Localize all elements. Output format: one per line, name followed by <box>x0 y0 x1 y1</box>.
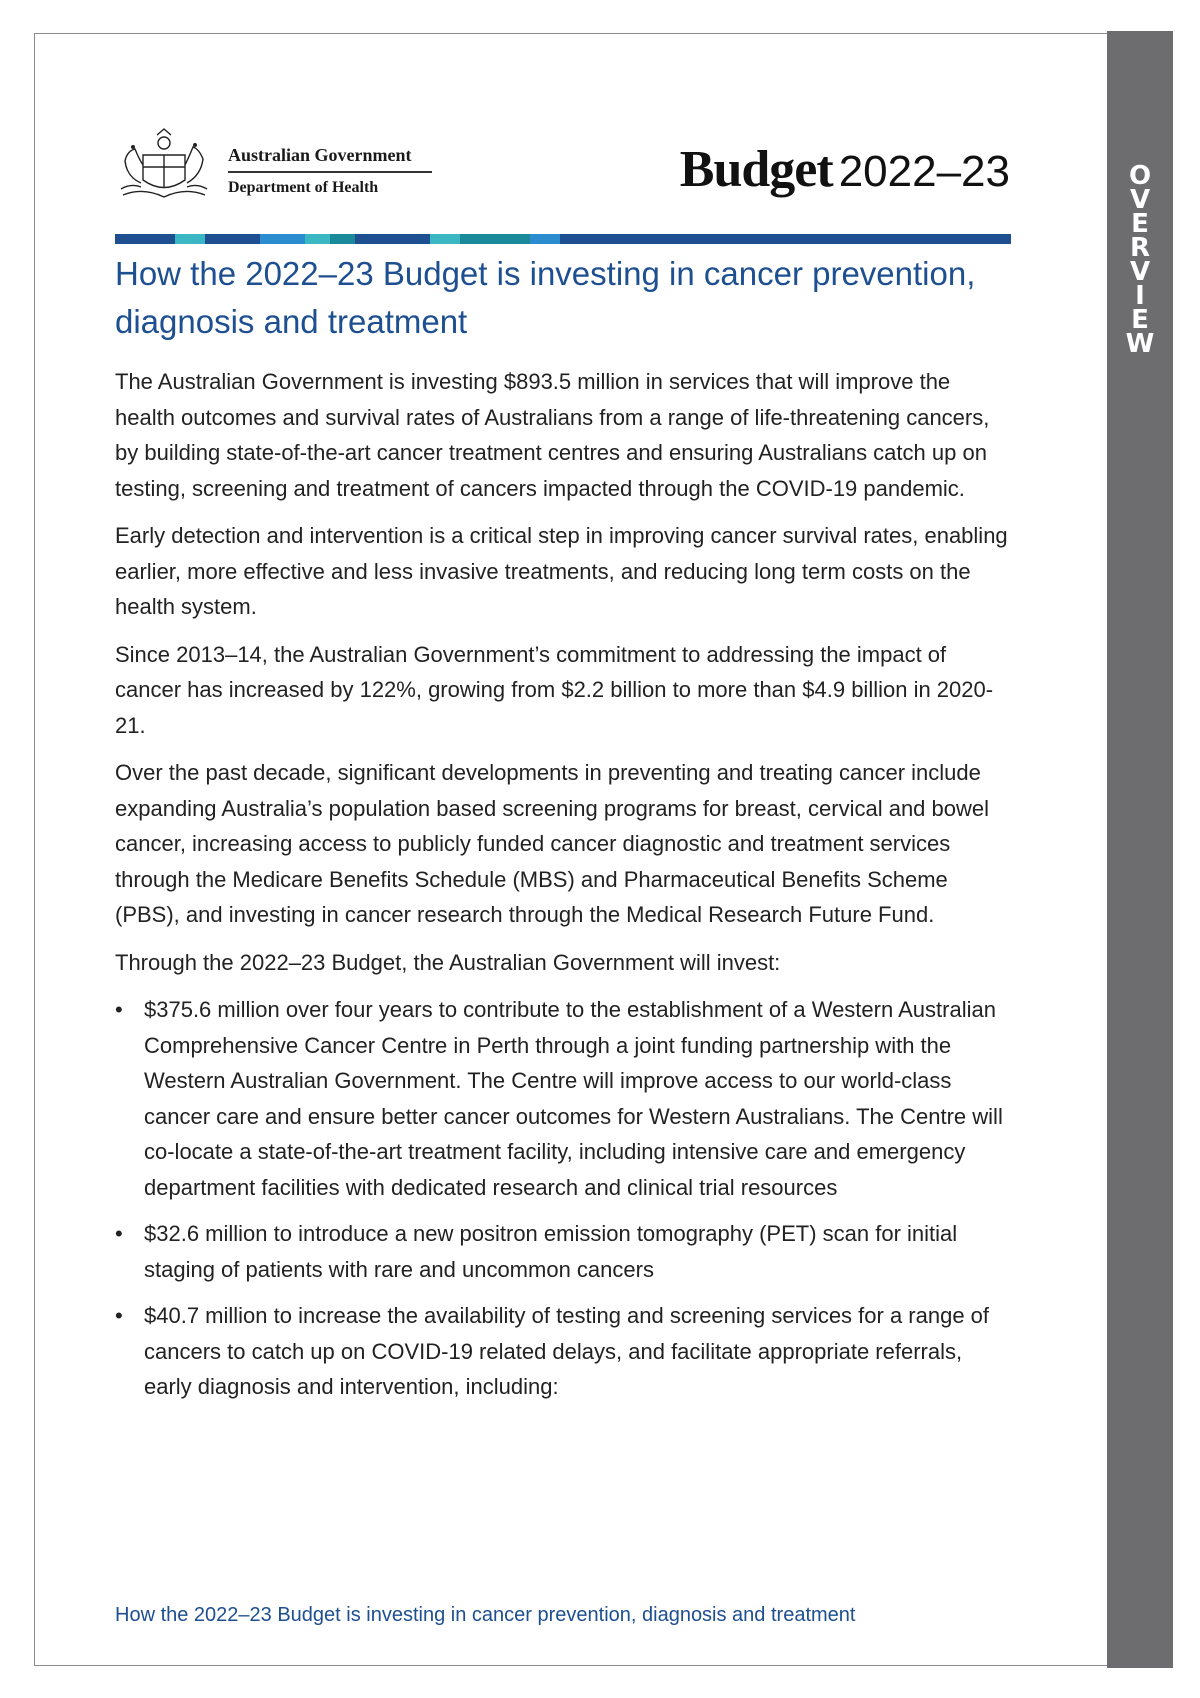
paragraph: Since 2013–14, the Australian Government’s commitment to addressing the impact of cancer has increased by 122%, growing from $2.2 billion to more than $4.9 billion in 2020-21. <box>115 641 994 738</box>
color-bar-segment <box>175 234 205 244</box>
color-bar-segment <box>330 234 355 244</box>
color-bar-segment <box>115 234 175 244</box>
bullet-icon: • <box>115 1221 123 1246</box>
logo-divider <box>228 171 432 173</box>
budget-word: Budget <box>679 141 833 198</box>
color-bar-segment <box>205 234 260 244</box>
budget-heading <box>680 140 1010 199</box>
paragraph: The Australian Government is investing $893.5 million in services that will improve the health outcomes and survival rates of Australians from a range of life-threatening cancers, by building state-of-the-art cancer treatment centres and ensuring Australians catch up on testing, screening and treatment of cancers impacted through the COVID-19 pandemic. <box>115 369 990 501</box>
list-item <box>115 1216 1015 1287</box>
list-item-text: $40.7 million to increase the availability of testing and screening services for a range of cancers to catch up on COVID-19 related delays, and facilitate appropriate referrals, early diagnosis and intervention, including: <box>144 1303 990 1399</box>
coat-of-arms-icon <box>113 125 215 205</box>
decorative-color-bar <box>115 234 1011 244</box>
list-item-text: $32.6 million to introduce a new positron emission tomography (PET) scan for initial staging of patients with rare and uncommon cancers <box>144 1221 958 1282</box>
list-item <box>115 1298 1015 1405</box>
page-footer: How the 2022–23 Budget is investing in cancer prevention, diagnosis and treatment <box>115 1604 856 1626</box>
color-bar-segment <box>430 234 460 244</box>
color-bar-segment <box>560 234 1011 244</box>
government-logo <box>113 125 443 205</box>
paragraph: Through the 2022–23 Budget, the Australian Government will invest: <box>115 949 781 975</box>
list-item-text: $375.6 million over four years to contribute to the establishment of a Western Australian Comprehensive Cancer Centre in Perth through a joint funding partnership with the Western Australian Government. The Centre will improve access to our world-class cancer care and ensure better cancer outcomes for Western Australians. The Centre will co-locate a state-of-the-art treatment facility, including intensive care and emergency department facilities with dedicated research and clinical trial resources <box>144 997 1003 1200</box>
bullet-icon: • <box>115 997 123 1022</box>
logo-line-department: Department of Health <box>228 178 379 196</box>
section-side-tab <box>1107 31 1173 1668</box>
list-item <box>115 992 1015 1205</box>
investment-list <box>115 992 1015 1405</box>
logo-wordmark <box>228 145 432 197</box>
side-tab-label: OVERVIEW <box>1125 161 1155 353</box>
logo-line-government: Australian Government <box>228 145 412 165</box>
bullet-icon: • <box>115 1303 123 1328</box>
body-content <box>115 364 1015 1416</box>
color-bar-segment <box>460 234 530 244</box>
page-title: How the 2022–23 Budget is investing in cancer prevention, diagnosis and treatment <box>115 255 976 340</box>
paragraph: Over the past decade, significant developments in preventing and treating cancer include expanding Australia’s population based screening programs for breast, cervical and bowel cancer, increasing access to publicly funded cancer diagnostic and treatment services through the Medicare Benefits Schedule (MBS) and Pharmaceutical Benefits Scheme (PBS), and investing in cancer research through the Medical Research Future Fund. <box>115 760 990 927</box>
color-bar-segment <box>305 234 330 244</box>
budget-year: 2022–23 <box>838 147 1010 196</box>
color-bar-segment <box>260 234 305 244</box>
paragraph: Early detection and intervention is a critical step in improving cancer survival rates, enabling earlier, more effective and less invasive treatments, and reducing long term costs on the health system. <box>115 523 1008 619</box>
color-bar-segment <box>355 234 430 244</box>
color-bar-segment <box>530 234 560 244</box>
